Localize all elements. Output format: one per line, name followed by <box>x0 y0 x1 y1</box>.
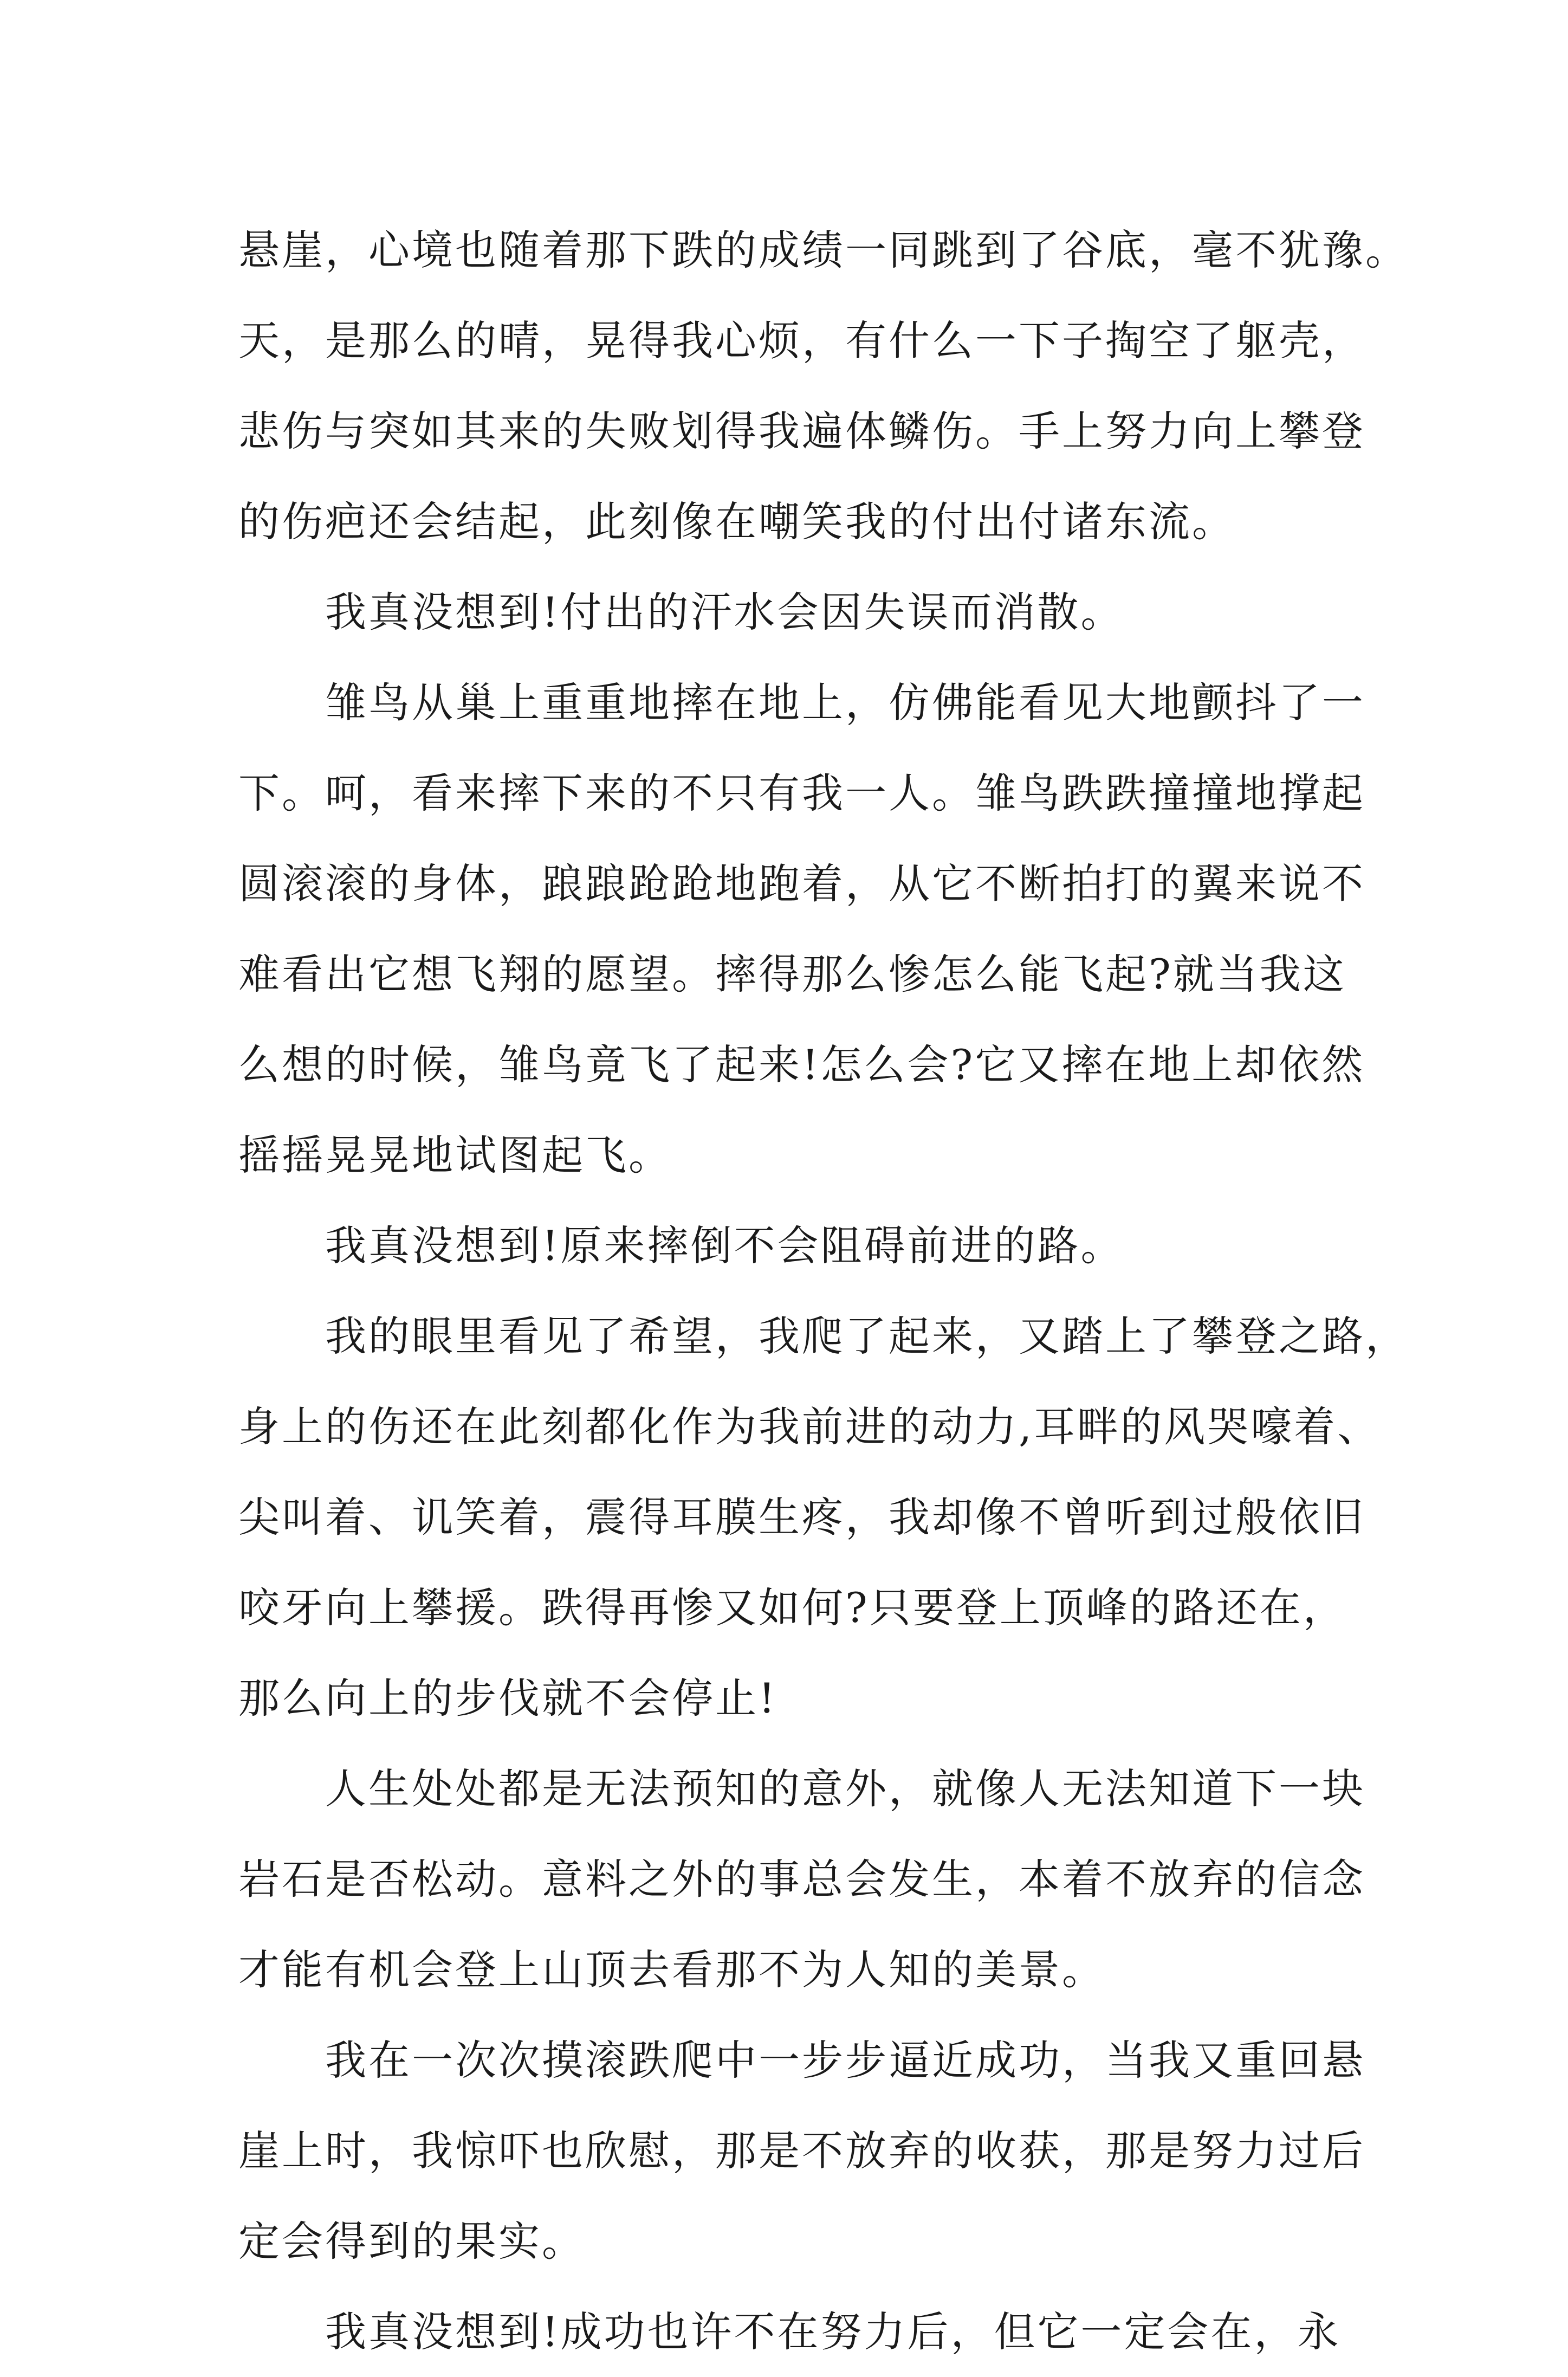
text-line: 身上的伤还在此刻都化作为我前进的动力,耳畔的风哭嚎着、 <box>238 1403 1381 1451</box>
text-line: 么想的时候，雏鸟竟飞了起来!怎么会?它又摔在地上却依然 <box>238 1041 1365 1089</box>
text-line: 天，是那么的晴，晃得我心烦，有什么一下子掏空了躯壳， <box>238 316 1365 365</box>
text-line: 咬牙向上攀援。跌得再惨又如何?只要登上顶峰的路还在， <box>238 1584 1346 1632</box>
text-line: 定会得到的果实。 <box>238 2217 585 2265</box>
text-line: 崖上时，我惊吓也欣慰，那是不放弃的收获，那是努力过后 <box>238 2127 1365 2175</box>
text-line: 岩石是否松动。意料之外的事总会发生，本着不放弃的信念 <box>238 1855 1365 1903</box>
text-line: 人生处处都是无法预知的意外，就像人无法知道下一块 <box>325 1765 1365 1813</box>
text-line: 尖叫着、讥笑着，震得耳膜生疼，我却像不曾听到过般依旧 <box>238 1493 1365 1541</box>
text-line: 我真没想到!付出的汗水会因失误而消散。 <box>325 588 1124 636</box>
text-line: 悬崖，心境也随着那下跌的成绩一同跳到了谷底，毫不犹豫。 <box>238 226 1409 274</box>
text-line: 下。呵，看来摔下来的不只有我一人。雏鸟跌跌撞撞地撑起 <box>238 769 1365 817</box>
text-line: 悲伤与突如其来的失败划得我遍体鳞伤。手上努力向上攀登 <box>238 407 1365 455</box>
text-line: 的伤疤还会结起，此刻像在嘲笑我的付出付诸东流。 <box>238 498 1235 546</box>
text-line: 那么向上的步伐就不会停止! <box>238 1674 777 1722</box>
text-line: 难看出它想飞翔的愿望。摔得那么惨怎么能飞起?就当我这 <box>238 950 1346 998</box>
text-line: 摇摇晃晃地试图起飞。 <box>238 1131 672 1179</box>
text-line: 我在一次次摸滚跌爬中一步步逼近成功，当我又重回悬 <box>325 2036 1365 2084</box>
text-line: 雏鸟从巢上重重地摔在地上，仿佛能看见大地颤抖了一 <box>325 679 1365 727</box>
body-text <box>238 205 1409 2377</box>
text-line: 圆滚滚的身体，踉踉跄跄地跑着，从它不断拍打的翼来说不 <box>238 860 1365 908</box>
text-line: 我真没想到!成功也许不在努力后，但它一定会在，永 <box>325 2308 1341 2356</box>
text-line: 我真没想到!原来摔倒不会阻碍前进的路。 <box>325 1222 1124 1270</box>
text-line: 我的眼里看见了希望，我爬了起来，又踏上了攀登之路， <box>325 1312 1409 1360</box>
text-line: 才能有机会登上山顶去看那不为人知的美景。 <box>238 1946 1105 1994</box>
